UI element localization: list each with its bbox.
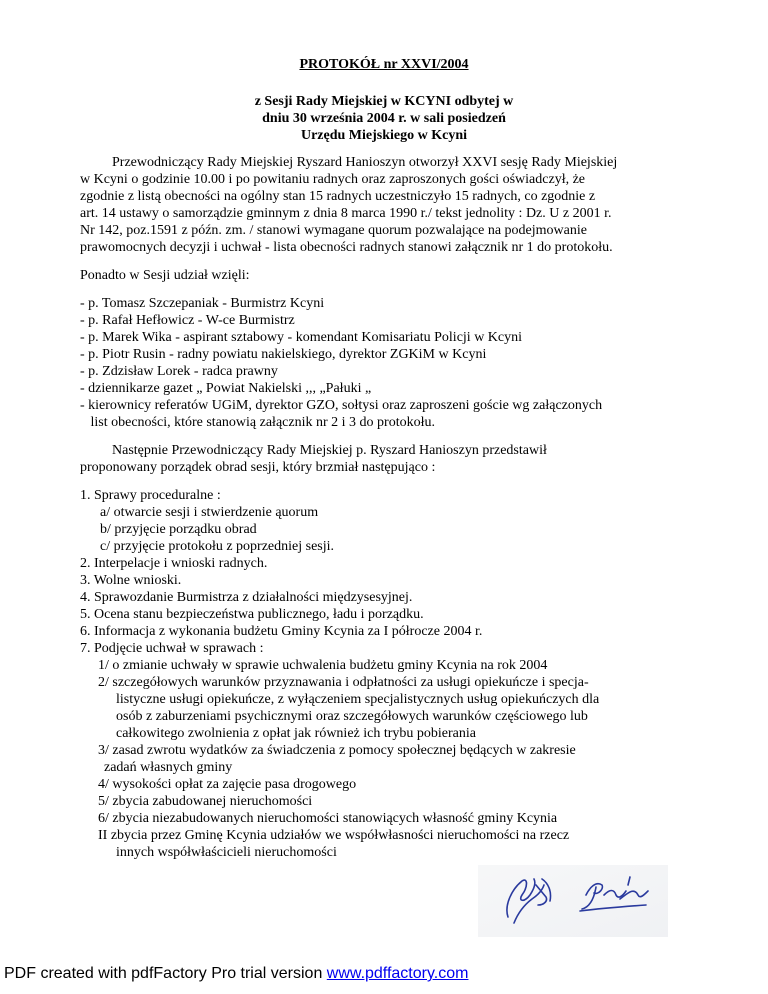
participant-item: - kierownicy referatów UGiM, dyrektor GZO, sołtysi oraz zaproszeni goście wg załączonych [80, 398, 603, 413]
intro-line-4: art. 14 ustawy o samorządzie gminnym z dnia 8 marca 1990 r./ tekst jednolity : Dz. U z 2001 r. [80, 206, 612, 221]
heading-line-2: dniu 30 września 2004 r. w sali posiedzeń [262, 111, 506, 126]
agenda-subitem: 4/ wysokości opłat za zajęcie pasa drogowego [98, 777, 357, 792]
participant-item: list obecności, które stanowią załącznik nr 2 i 3 do protokołu. [80, 415, 435, 430]
agenda-subitem-continuation: zadań własnych gminy [104, 760, 233, 775]
agenda-subitem: 3/ zasad zwrotu wydatków za świadczenia z pomocy społecznej będących w zakresie [98, 743, 576, 758]
participant-item: - dziennikarze gazet „ Powiat Nakielski ,,, „Pałuki „ [80, 381, 372, 396]
agenda-subitem: 1/ o zmianie uchwały w sprawie uchwalenia budżetu gminy Kcynia na rok 2004 [98, 658, 548, 673]
intro-line-3: zgodnie z listą obecności na ogólny stan 15 radnych uczestniczyło 15 radnych, co zgodnie z [80, 189, 596, 204]
agenda-intro-line-2: proponowany porządek obrad sesji, który brzmiał następująco : [80, 460, 436, 475]
agenda-item: 1. Sprawy proceduralne : [80, 488, 221, 503]
agenda-item: 3. Wolne wnioski. [80, 573, 182, 588]
participant-item: - p. Zdzisław Lorek - radca prawny [80, 364, 278, 379]
agenda-subitem: c/ przyjęcie protokołu z poprzedniej sesji. [100, 539, 335, 554]
agenda-subitem-continuation: listyczne usługi opiekuńcze, z wyłączeniem specjalistycznych usług opiekuńczych dla [116, 692, 600, 707]
pdf-footer [4, 965, 468, 983]
agenda-item: 4. Sprawozdanie Burmistrza z działalności międzysesyjnej. [80, 590, 413, 605]
agenda-subitem: a/ otwarcie sesji i stwierdzenie ąuorum [100, 505, 319, 520]
intro-line-1: Przewodniczący Rady Miejskiej Ryszard Hanioszyn otworzył XXVI sesję Rady Miejskiej [112, 155, 618, 170]
agenda-subitem: 6/ zbycia niezabudowanych nieruchomości stanowiących własność gminy Kcynia [98, 811, 558, 826]
agenda-subitem-continuation: innych współwłaścicieli nieruchomości [116, 845, 337, 860]
agenda-subitem: II zbycia przez Gminę Kcynia udziałów we współwłasności nieruchomości na rzecz [98, 828, 570, 843]
intro-line-5: Nr 142, poz.1591 z późn. zm. / stanowi wymagane quorum pozwalające na podejmowanie [80, 223, 587, 238]
agenda-subitem: 2/ szczegółowych warunków przyznawania i odpłatności za usługi opiekuńcze i specja- [98, 675, 589, 690]
agenda-subitem: 5/ zbycia zabudowanej nieruchomości [98, 794, 313, 809]
participants-intro: Ponadto w Sesji udział wzięli: [80, 268, 250, 283]
agenda-subitem: b/ przyjęcie porządku obrad [100, 522, 257, 537]
intro-line-6: prawomocnych decyzji i uchwał - lista obecności radnych stanowi załącznik nr 1 do protokołu. [80, 240, 613, 255]
agenda-intro-line-1: Następnie Przewodniczący Rady Miejskiej p. Ryszard Hanioszyn przedstawił [112, 443, 547, 458]
heading-line-3: Urzędu Miejskiego w Kcyni [300, 128, 468, 143]
participant-item: - p. Tomasz Szczepaniak - Burmistrz Kcyni [80, 296, 325, 311]
agenda-item: 2. Interpelacje i wnioski radnych. [80, 556, 268, 571]
participant-item: - p. Piotr Rusin - radny powiatu nakielskiego, dyrektor ZGKiM w Kcyni [80, 347, 487, 362]
footer-text: PDF created with pdfFactory Pro trial version [4, 965, 327, 982]
participant-item: - p. Marek Wika - aspirant sztabowy - komendant Komisariatu Policji w Kcyni [80, 330, 523, 345]
heading-line-1: z Sesji Rady Miejskiej w KCYNI odbytej w [254, 94, 514, 109]
agenda-subitem-continuation: całkowitego zwolnienia z opłat jak również ich trybu pobierania [116, 726, 476, 741]
footer-link[interactable]: www.pdffactory.com [326, 965, 469, 982]
document-title: PROTOKÓŁ nr XXVI/2004 [299, 57, 469, 72]
intro-line-2: w Kcyni o godzinie 10.00 i po powitaniu radnych oraz zaproszonych gości oświadczył, że [80, 172, 586, 187]
signature-icon [478, 865, 668, 937]
agenda-item: 5. Ocena stanu bezpieczeństwa publicznego, ładu i porządku. [80, 607, 424, 622]
agenda-subitem-continuation: osób z zaburzeniami psychicznymi oraz szczegółowych warunków częściowego lub [116, 709, 588, 724]
participant-item: - p. Rafał Hefłowicz - W-ce Burmistrz [80, 313, 295, 328]
agenda-item: 6. Informacja z wykonania budżetu Gminy Kcynia za I półrocze 2004 r. [80, 624, 483, 639]
agenda-item: 7. Podjęcie uchwał w sprawach : [80, 641, 264, 656]
